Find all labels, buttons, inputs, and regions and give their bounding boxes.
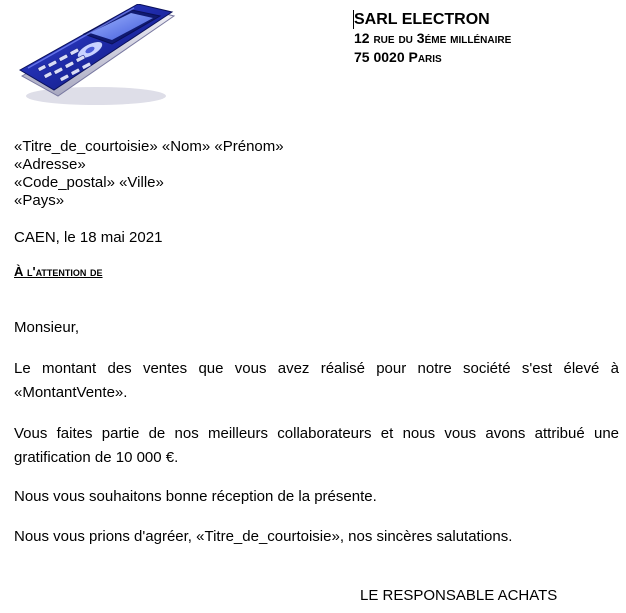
recipient-line4: «Pays» — [14, 192, 65, 209]
recipient-line1: «Titre_de_courtoisie» «Nom» «Prénom» — [14, 138, 284, 155]
recipient-block — [14, 138, 284, 210]
paragraph-bonus: Vous faites partie de nos meilleurs collaborateurs et nous vous avons attribué une gratification de 10 000 €. — [14, 425, 619, 466]
sender-block — [354, 10, 511, 67]
paragraph-closing: Nous vous prions d'agréer, «Titre_de_courtoisie», nos sincères salutations. — [14, 528, 513, 545]
attention-line: À l'attention de — [14, 264, 103, 279]
recipient-line3: «Code_postal» «Ville» — [14, 174, 164, 191]
sender-address-line1: 12 rue du 3éme millénaire — [354, 30, 512, 46]
paragraph-reception: Nous vous souhaitons bonne réception de la présente. — [14, 488, 377, 505]
sender-name: SARL ELECTRON — [353, 10, 511, 29]
salutation: Monsieur, — [14, 319, 80, 336]
sender-address-line2: 75 0020 Paris — [354, 49, 442, 65]
letter-date: CAEN, le 18 mai 2021 — [14, 229, 163, 246]
paragraph-sales-amount: Le montant des ventes que vous avez réalisé pour notre société s'est élevé à «MontantVente». — [14, 360, 619, 401]
mobile-phone-icon — [14, 4, 184, 108]
signature: LE RESPONSABLE ACHATS — [360, 587, 558, 604]
recipient-line2: «Adresse» — [14, 156, 86, 173]
